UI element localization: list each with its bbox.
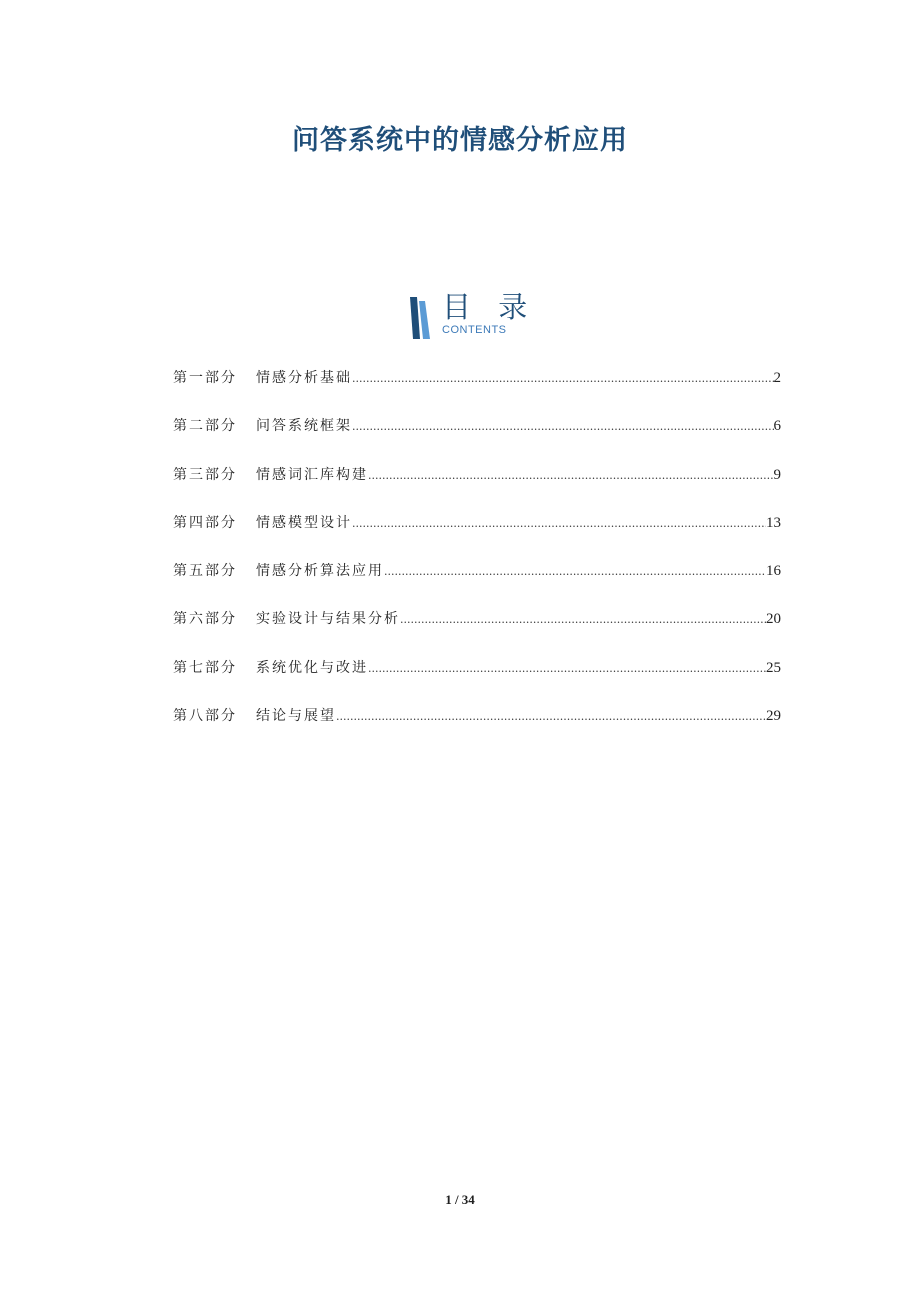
toc-part-label: 第一部分 [173, 370, 237, 386]
document-title: 问答系统中的情感分析应用 [292, 125, 628, 156]
toc-part-label: 第三部分 [173, 466, 237, 483]
toc-entry-title: 结论与展望 [256, 708, 336, 725]
toc-leader-dots [400, 613, 766, 626]
toc-part-label: 第七部分 [173, 659, 237, 676]
toc-entry-title: 情感分析算法应用 [256, 563, 384, 580]
toc-leader-dots [352, 372, 774, 385]
page-footer: 1 / 34 [445, 1192, 475, 1207]
toc-page-number: 2 [773, 370, 781, 386]
toc-entry[interactable] [173, 560, 781, 608]
toc-entry-title: 情感模型设计 [256, 514, 352, 531]
toc-leader-dots [368, 662, 766, 675]
toc-page-number: 20 [766, 611, 781, 628]
toc-entry[interactable] [173, 464, 781, 512]
toc-leader-dots [352, 517, 766, 530]
toc-heading: 目 录 [442, 290, 537, 324]
toc-page-number: 13 [766, 514, 781, 531]
toc-entry[interactable] [173, 608, 781, 656]
toc-entry[interactable] [173, 512, 781, 560]
contents-logo-icon [408, 297, 432, 339]
toc-entry[interactable] [173, 367, 781, 415]
toc-entry-title: 实验设计与结果分析 [256, 611, 400, 628]
toc-entry-title: 系统优化与改进 [256, 659, 368, 676]
toc-part-label: 第二部分 [173, 418, 237, 435]
toc-part-label: 第六部分 [173, 611, 237, 628]
toc-leader-dots [368, 469, 774, 482]
toc-page-number: 9 [773, 466, 781, 483]
toc-page-number: 16 [766, 563, 781, 580]
toc-page-number: 25 [766, 659, 781, 676]
toc-entry-title: 情感词汇库构建 [256, 466, 368, 483]
table-of-contents [173, 367, 781, 753]
toc-part-label: 第八部分 [173, 708, 237, 725]
toc-part-label: 第五部分 [173, 563, 237, 580]
toc-page-number: 6 [773, 418, 781, 435]
toc-entry[interactable] [173, 415, 781, 463]
toc-entry-title: 问答系统框架 [256, 418, 352, 435]
toc-leader-dots [336, 710, 766, 723]
toc-header [408, 290, 548, 341]
toc-entry-title: 情感分析基础 [256, 370, 352, 386]
toc-subheading: CONTENTS [442, 324, 507, 336]
toc-leader-dots [384, 565, 766, 578]
toc-entry[interactable] [173, 705, 781, 753]
toc-part-label: 第四部分 [173, 514, 237, 531]
toc-entry[interactable] [173, 657, 781, 705]
toc-page-number: 29 [766, 708, 781, 725]
toc-leader-dots [352, 420, 774, 433]
